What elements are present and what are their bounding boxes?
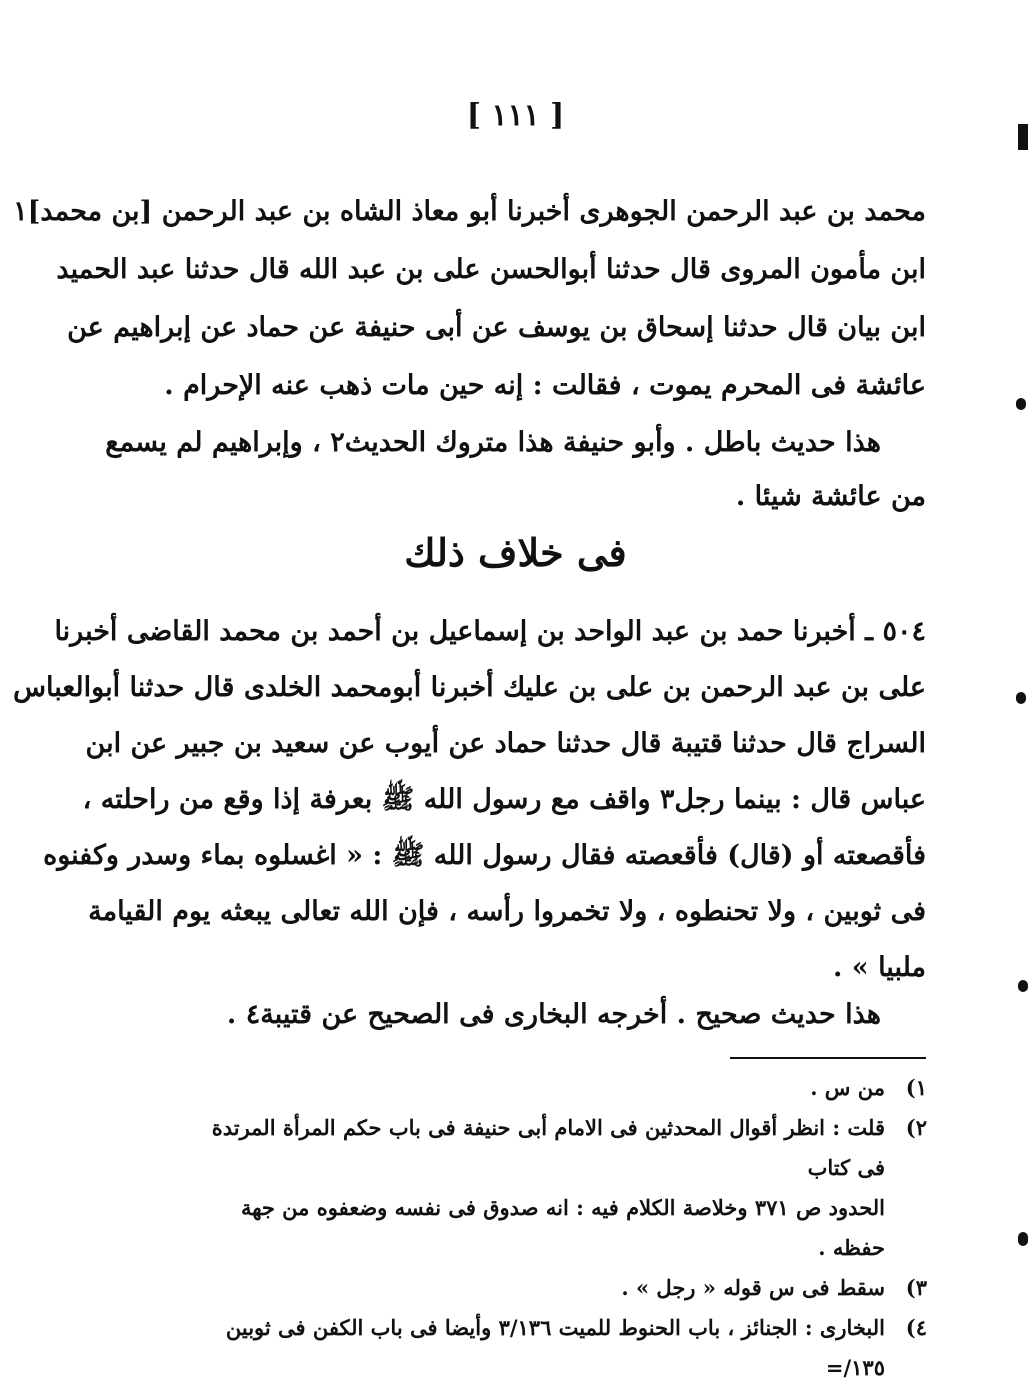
footnote-text: البخارى : الجنائز ، باب الحنوط للميت ٣/١٣٦ وأيضا فى باب الكفن فى ثوبين ١٣٥/= <box>225 1315 885 1380</box>
page-number: [ ١١١ ] <box>466 98 565 133</box>
footnote-text: من س . <box>810 1075 885 1100</box>
footnote-item <box>195 1308 927 1388</box>
paragraph-line: عباس قال : بينما رجل٣ واقف مع رسول الله ﷺ بعرفة إذا وقع من راحلته ، <box>82 784 926 815</box>
verdict-paragraph <box>105 416 926 524</box>
paragraph-line: محمد بن عبد الرحمن الجوهرى أخبرنا أبو معاذ الشاه بن عبد الرحمن [بن محمد]١ <box>13 196 926 227</box>
paragraph-line: ابن مأمون المروى قال حدثنا أبوالحسن على بن عبد الله قال حدثنا عبد الحميد <box>56 254 926 285</box>
footnote-text: قلت : انظر أقوال المحدثين فى الامام أبى حنيفة فى باب حكم المرأة المرتدة فى كتاب <box>211 1115 885 1180</box>
footnote-item <box>195 1108 927 1188</box>
paragraph-line: عائشة فى المحرم يموت ، فقالت : إنه حين مات ذهب عنه الإحرام . <box>164 370 926 401</box>
top-paragraph <box>13 183 926 415</box>
footnote-divider <box>730 1057 926 1059</box>
scan-margin-mark <box>1018 124 1028 150</box>
footnote-number: ١) <box>905 1075 927 1100</box>
footnote-item <box>195 1268 927 1308</box>
paragraph-line: فأقصعته أو (قال) فأقعصته فقال رسول الله ﷺ : « اغسلوه بماء وسدر وكفنوه <box>43 840 926 871</box>
paragraph-line: على بن عبد الرحمن بن على بن عليك أخبرنا أبومحمد الخلدى قال حدثنا أبوالعباس <box>13 672 926 703</box>
footnote-number: ٢) <box>905 1115 927 1140</box>
hadith-paragraph <box>13 604 926 996</box>
scan-margin-mark <box>1016 692 1026 704</box>
footnote-number: ٤) <box>905 1315 927 1340</box>
closing-line: هذا حديث صحيح . أخرجه البخارى فى الصحيح عن قتيبة٤ . <box>226 999 881 1030</box>
footnote-continuation: الحدود ص ٣٧١ وخلاصة الكلام فيه : انه صدوق فى نفسه وضعفوه من جهة حفظه . <box>240 1195 885 1260</box>
paragraph-line: من عائشة شيئا . <box>735 481 926 512</box>
scan-margin-mark <box>1018 1232 1028 1246</box>
paragraph-line: ٥٠٤ ـ أخبرنا حمد بن عبد الواحد بن إسماعيل بن أحمد بن محمد القاضى أخبرنا <box>54 616 926 647</box>
footnote-item <box>195 1068 927 1108</box>
footnotes <box>195 1068 927 1388</box>
footnote-number: ٣) <box>905 1275 927 1300</box>
section-heading: فى خلاف ذلك <box>404 530 627 575</box>
paragraph-line: السراج قال حدثنا قتيبة قال حدثنا حماد عن أيوب عن سعيد بن جبير عن ابن <box>85 728 926 759</box>
scan-margin-mark <box>1016 398 1026 410</box>
paragraph-line: ابن بيان قال حدثنا إسحاق بن يوسف عن أبى حنيفة عن حماد عن إبراهيم عن <box>67 312 926 343</box>
scan-margin-mark <box>1018 980 1028 992</box>
closing-paragraph <box>198 990 926 1040</box>
paragraph-line: فى ثوبين ، ولا تحنطوه ، ولا تخمروا رأسه ، فإن الله تعالى يبعثه يوم القيامة <box>88 896 926 927</box>
footnote-text: سقط فى س قوله « رجل » . <box>621 1275 885 1300</box>
paragraph-line: هذا حديث باطل . وأبو حنيفة هذا متروك الحديث٢ ، وإبراهيم لم يسمع <box>105 427 881 458</box>
paragraph-line: ملبيا » . <box>833 952 926 983</box>
